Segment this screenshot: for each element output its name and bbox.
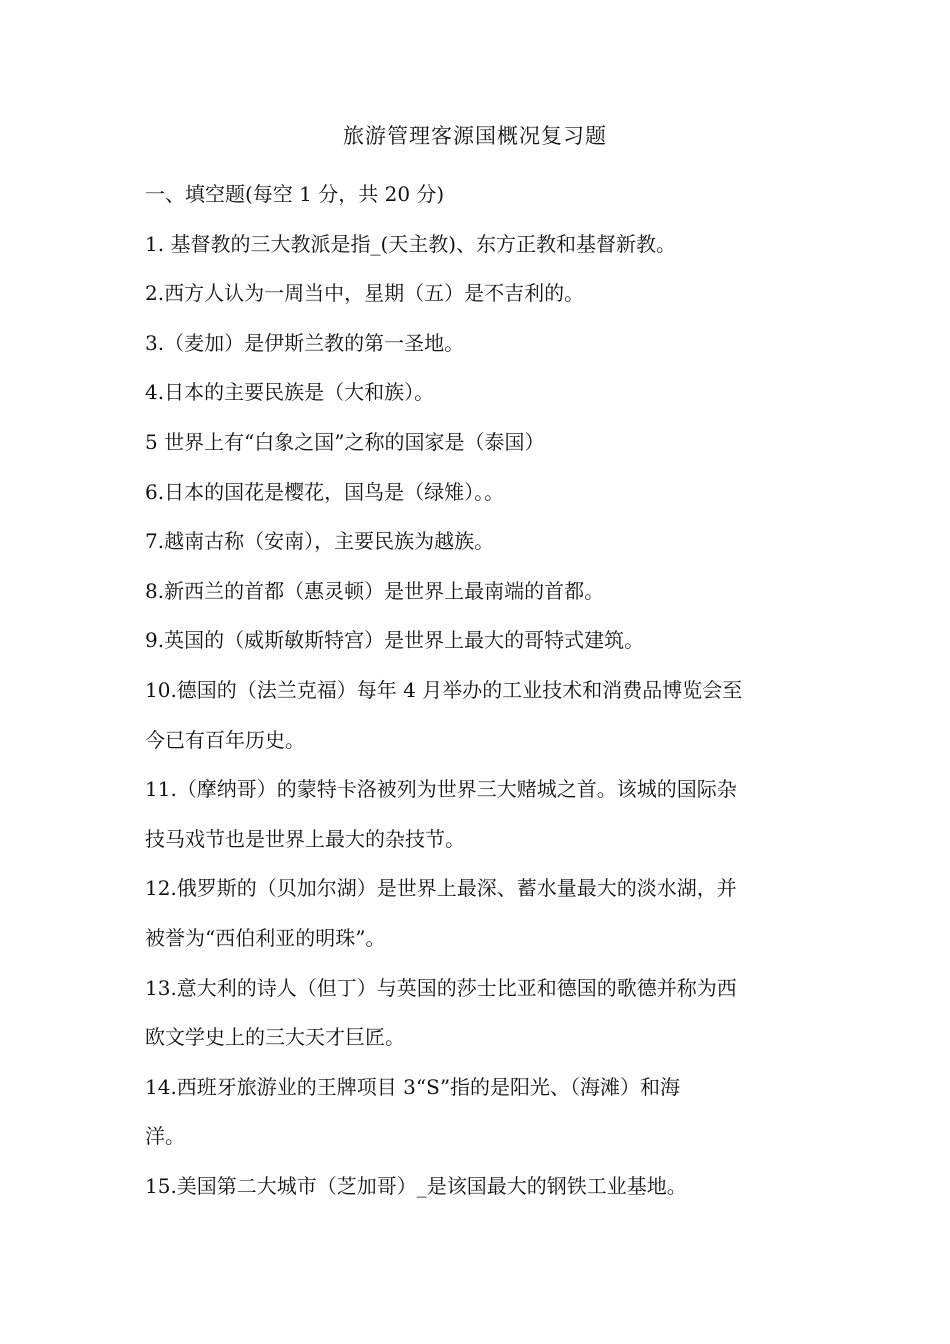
question-8: 8.新西兰的首都（惠灵顿）是世界上最南端的首都。 (145, 578, 605, 603)
question-2: 2.西方人认为一周当中，星期（五）是不吉利的。 (145, 281, 585, 306)
question-10: 10.德国的（法兰克福）每年 4 月举办的工业技术和消费品博览会至 (145, 677, 743, 702)
question-9: 9.英国的（威斯敏斯特宫）是世界上最大的哥特式建筑。 (145, 628, 645, 653)
question-14-continued: 洋。 (145, 1124, 185, 1149)
question-13-continued: 欧文学史上的三大天才巨匠。 (145, 1025, 405, 1050)
question-3: 3.（麦加）是伊斯兰教的第一圣地。 (145, 330, 465, 355)
question-15: 15.美国第二大城市（芝加哥）_是该国最大的钢铁工业基地。 (145, 1173, 687, 1198)
document-body (145, 170, 810, 1211)
question-12: 12.俄罗斯的（贝加尔湖）是世界上最深、蓄水量最大的淡水湖，并 (145, 876, 737, 901)
section-heading: 一、填空题(每空 1 分，共 20 分) (145, 182, 445, 206)
question-11-continued: 技马戏节也是世界上最大的杂技节。 (145, 826, 465, 851)
question-13: 13.意大利的诗人（但丁）与英国的莎士比亚和德国的歌德并称为西 (145, 975, 737, 1000)
question-14: 14.西班牙旅游业的王牌项目 3“S”指的是阳光、（海滩）和海 (145, 1074, 681, 1099)
document-title: 旅游管理客源国概况复习题 (343, 124, 607, 148)
question-7: 7.越南古称（安南），主要民族为越族。 (145, 529, 495, 554)
question-12-continued: 被誉为“西伯利亚的明珠”。 (145, 925, 386, 950)
question-5: 5 世界上有“白象之国”之称的国家是（泰国） (145, 429, 545, 454)
question-11: 11.（摩纳哥）的蒙特卡洛被列为世界三大赌城之首。该城的国际杂 (145, 777, 737, 802)
question-10-continued: 今已有百年历史。 (145, 727, 305, 752)
question-1: 1. 基督教的三大教派是指_(天主教)、东方正教和基督新教。 (145, 231, 677, 256)
question-6: 6.日本的国花是樱花，国鸟是（绿雉）。。 (145, 479, 505, 504)
question-4: 4.日本的主要民族是（大和族）。 (145, 380, 435, 405)
